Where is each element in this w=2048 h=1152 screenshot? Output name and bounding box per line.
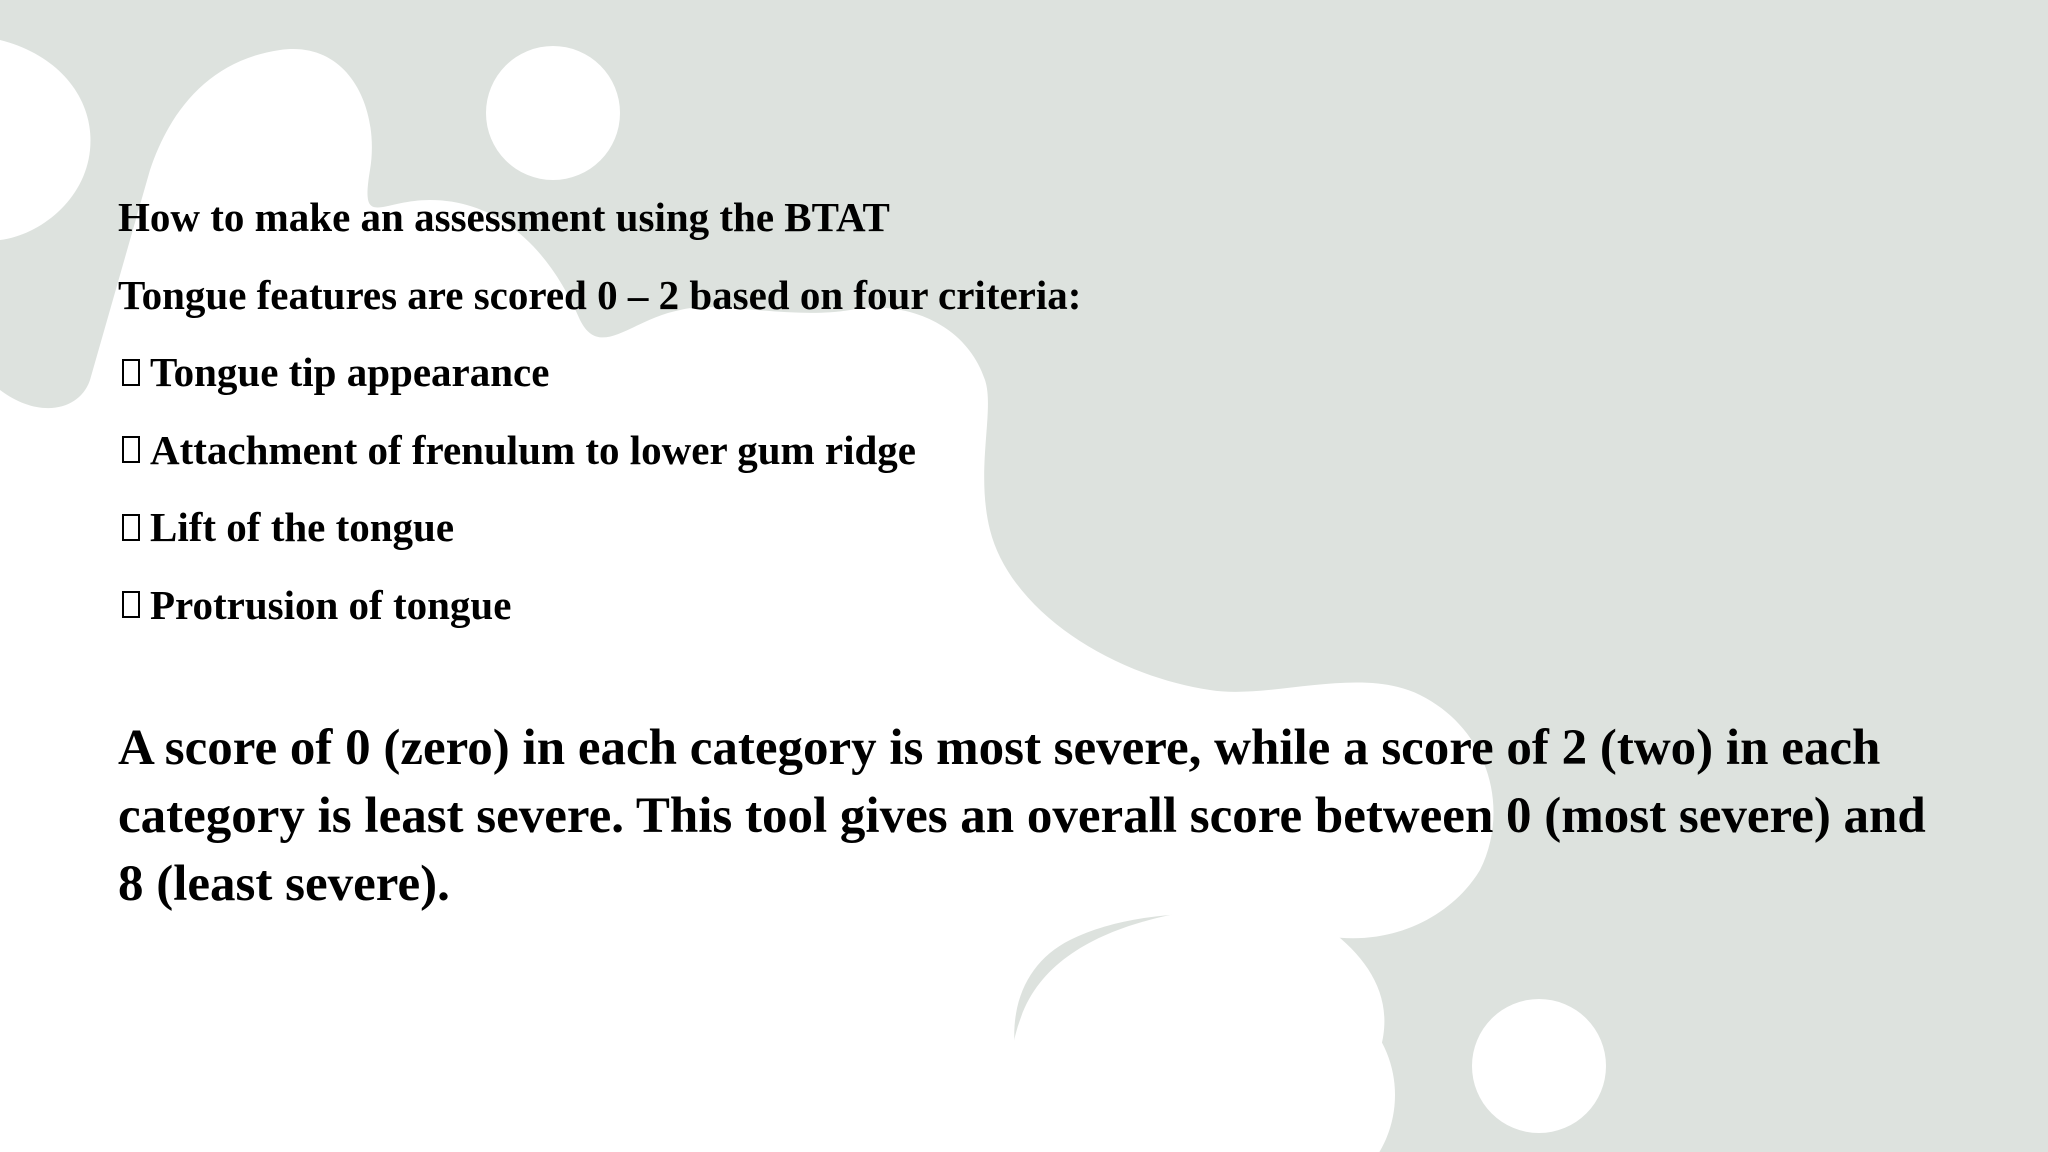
- criteria-item: [118, 350, 1958, 394]
- checkbox-icon: [122, 591, 140, 618]
- criteria-intro: Tongue features are scored 0 – 2 based on four criteria:: [118, 271, 1082, 318]
- criteria-label: Lift of the tongue: [150, 504, 455, 550]
- background-circle: [486, 46, 620, 180]
- slide-content: [118, 195, 1958, 918]
- checkbox-icon: [122, 436, 140, 463]
- criteria-item: [118, 505, 1958, 549]
- background-circle: [1472, 999, 1606, 1133]
- criteria-label: Protrusion of tongue: [150, 581, 512, 628]
- summary-paragraph: A score of 0 (zero) in each category is most severe, while a score of 2 (two) in each category is least severe. This tool gives an overall score between 0 (most severe) and 8 (least severe).: [118, 719, 1926, 912]
- criteria-label: Tongue tip appearance: [150, 349, 550, 395]
- criteria-label: Attachment of frenulum to lower gum ridge: [150, 426, 916, 473]
- criteria-item: [118, 428, 1958, 472]
- slide-heading: How to make an assessment using the BTAT: [118, 194, 890, 240]
- checkbox-icon: [122, 359, 140, 386]
- criteria-item: [118, 583, 1958, 627]
- checkbox-icon: [122, 514, 140, 541]
